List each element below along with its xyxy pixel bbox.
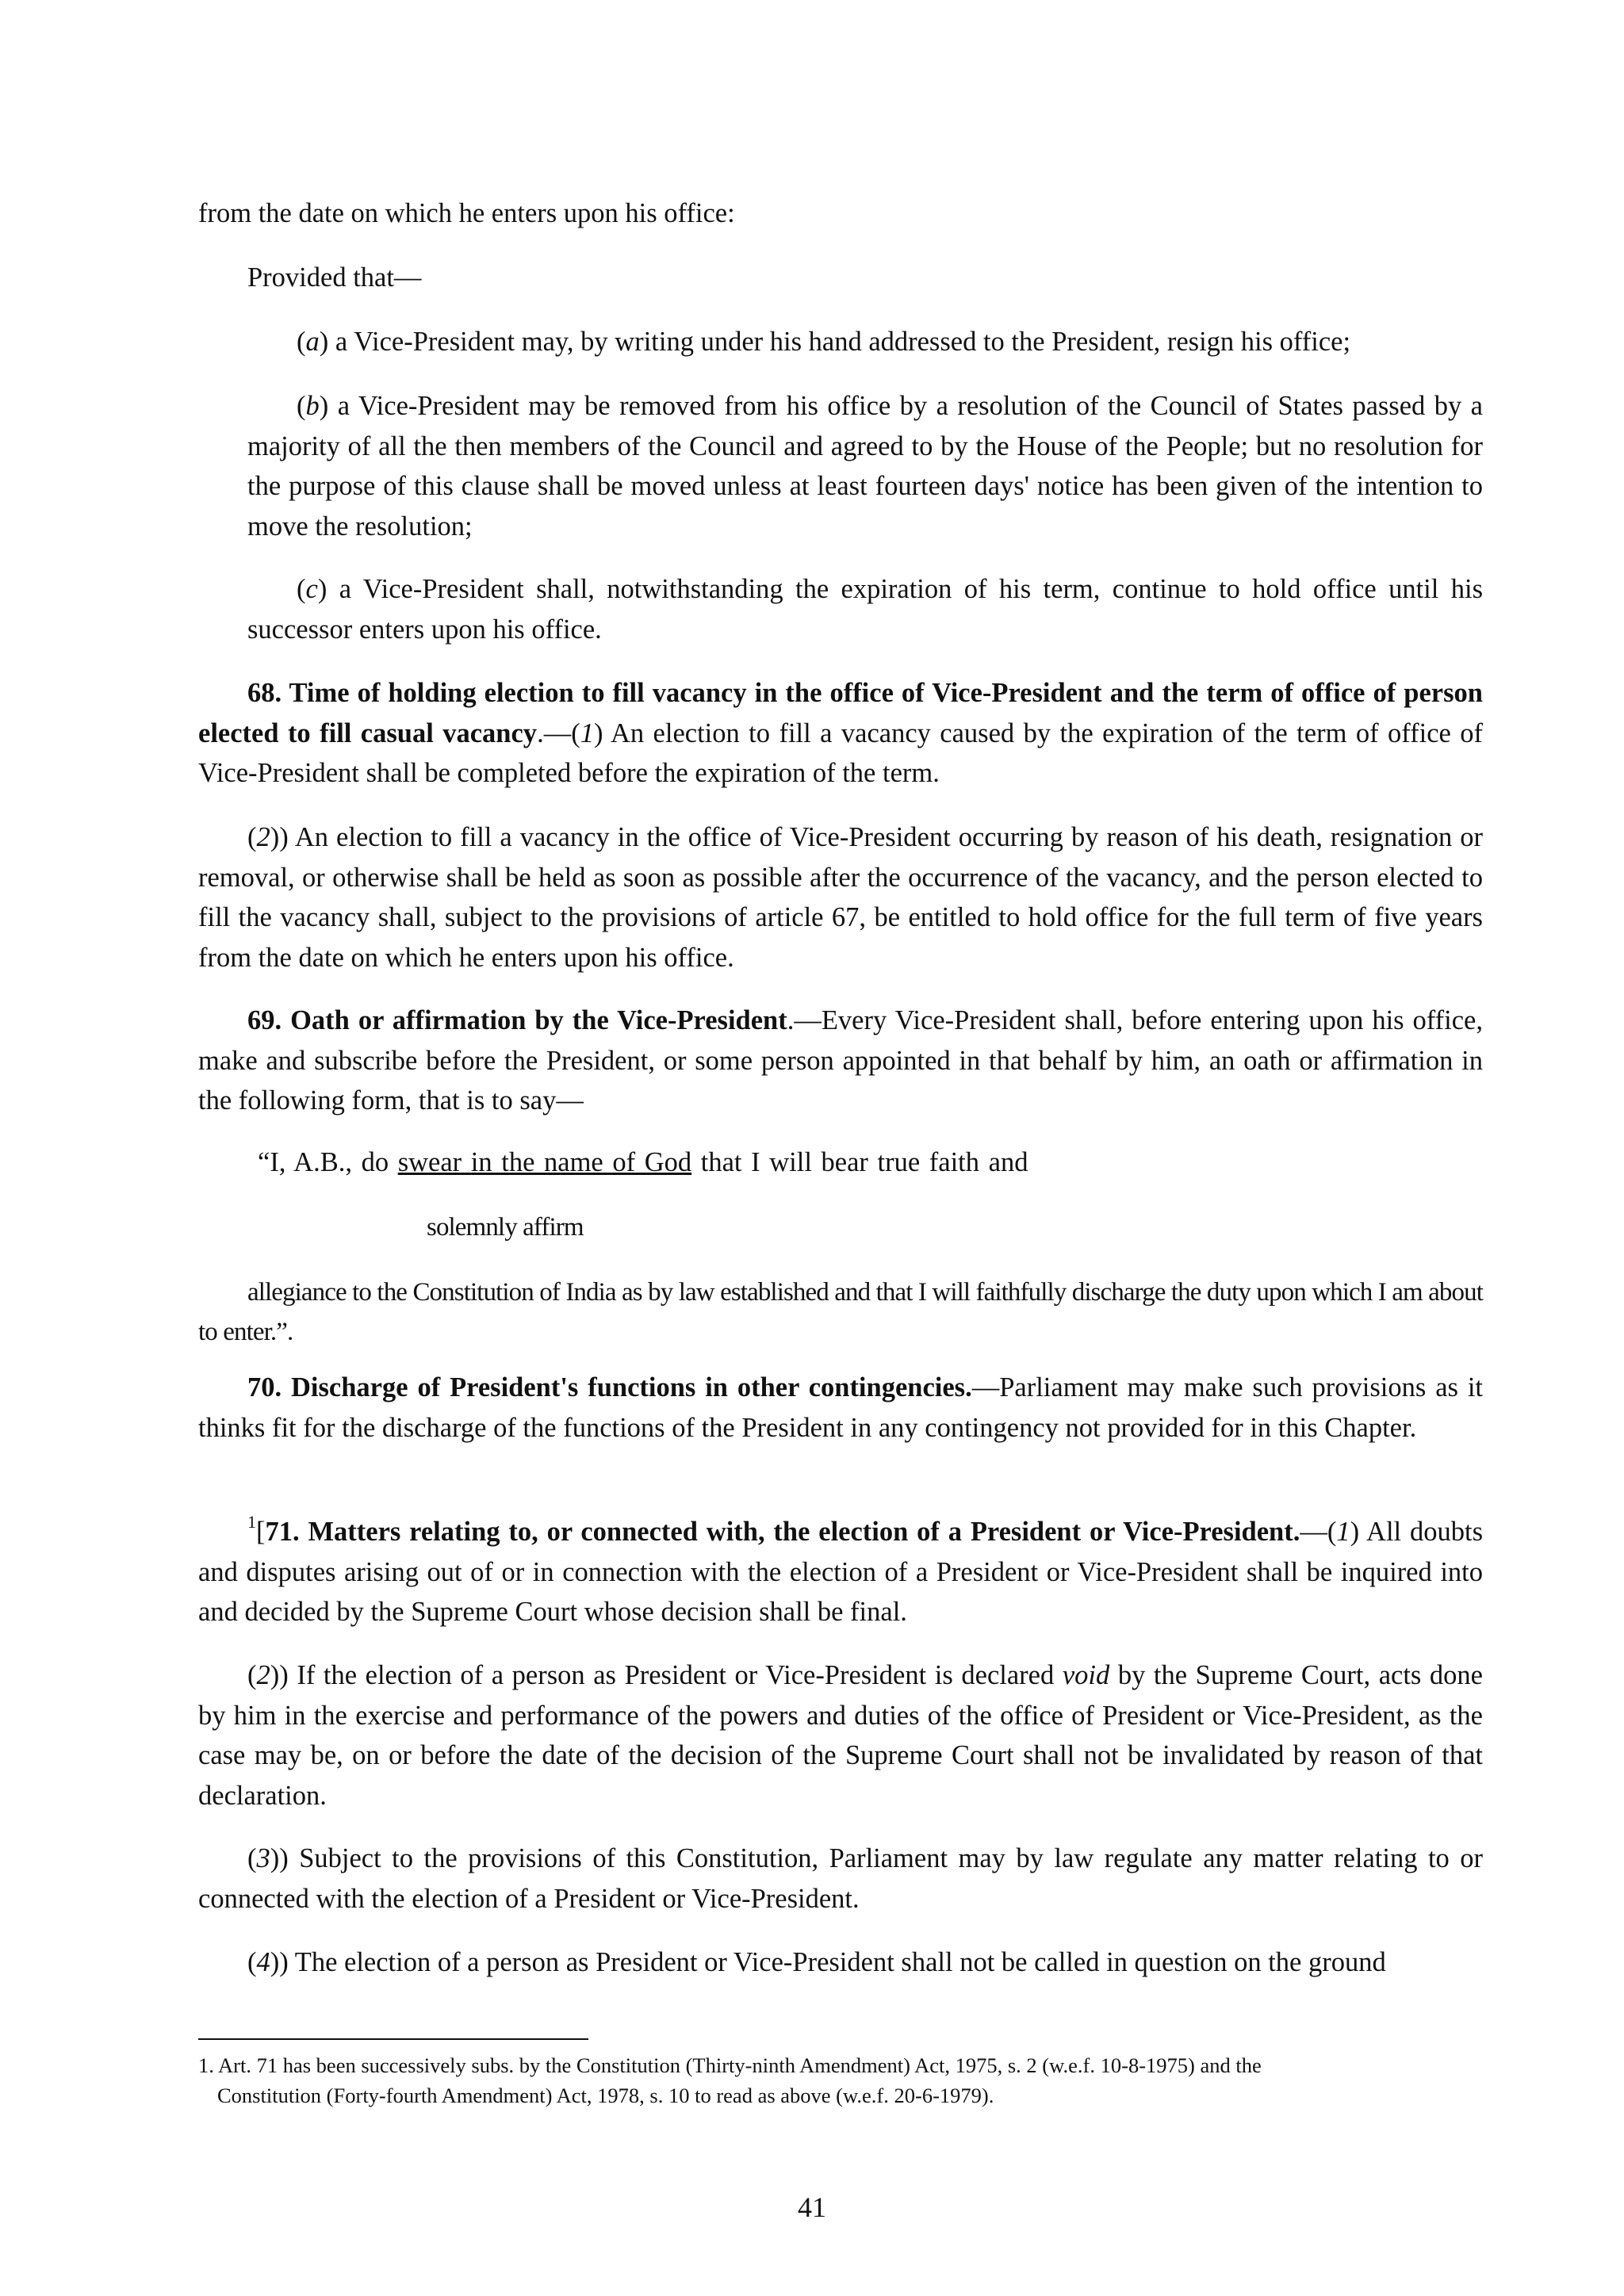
footnote-line-2: Constitution (Forty-fourth Amendment) Act, 1978, s. 10 to read as above (w.e.f. 20-6-1979). xyxy=(217,2084,994,2107)
oath-mid: that I will bear true faith and xyxy=(691,1147,1028,1177)
footnote xyxy=(198,2050,1483,2110)
article-71-clause-3: (3)) Subject to the provisions of this Constitution, Parliament may by law regulate any matter relating to or connected with the election of a President or Vice-President. xyxy=(198,1843,1483,1914)
footnote-divider xyxy=(198,2038,588,2040)
oath-start: “I, A.B., do xyxy=(258,1147,398,1177)
article-69-heading: 69. Oath or affirmation by the Vice-President xyxy=(247,1005,787,1035)
article-71-clause-4: (4)) The election of a person as President or Vice-President shall not be called in question on the ground xyxy=(247,1947,1386,1977)
oath-ending: allegiance to the Constitution of India as by law established and that I will faithfully discharge the duty upon which I am about to enter.”. xyxy=(198,1278,1483,1346)
article-68-clause-1-text: ) An election to fill a vacancy caused by the expiration of the term of office of Vice-President shall be completed before the expiration of the term. xyxy=(198,718,1483,788)
clause-marker: 4 xyxy=(256,1947,270,1977)
article-71-heading: 71. Matters relating to, or connected with, the election of a President or Vice-President. xyxy=(265,1517,1300,1547)
article-71 xyxy=(198,1512,1483,1632)
footnote-ref: 1 xyxy=(247,1512,256,1532)
clause-marker: 2 xyxy=(256,1660,270,1690)
footnote-line-1: 1. Art. 71 has been successively subs. by the Constitution (Thirty-ninth Amendment) Act, 1975, s. 2 (w.e.f. 10-8-1975) and the xyxy=(198,2053,1262,2077)
clause-marker: 1 xyxy=(1336,1517,1350,1547)
article-68-heading: 68. Time of holding election to fill vacancy in the office of Vice-President and the term of office of person elected to fill casual vacancy xyxy=(198,678,1483,748)
article-68-clause-2: (2)) An election to fill a vacancy in the office of Vice-President occurring by reason of his death, resignation or removal, or otherwise shall be held as soon as possible after the occurrence of the vacancy, and the person elected to fill the vacancy shall, subject to the provisions of article 67, be entitled to hold office for the full term of five years from the date on which he enters upon his office. xyxy=(198,822,1483,973)
article-70-heading: 70. Discharge of President's functions in other contingencies. xyxy=(247,1372,972,1402)
article-68 xyxy=(198,673,1483,794)
proviso-clause-b-text: a Vice-President may be removed from his office by a resolution of the Council of States passed by a majority of all the then members of the Council and agreed to by the House of the People; but no resolution for the purpose of this clause shall be moved unless at least fourteen days' notice has been given of the intention to move the resolution; xyxy=(247,391,1483,541)
article-69-text: .—Every Vice-President shall, before entering upon his office, make and subscribe before the President, or some person appointed in that behalf by him, an oath or affirmation in the following form, that is to say— xyxy=(198,1005,1483,1115)
proviso-clause-b: (b) a Vice-President may be removed from his office by a resolution of the Council of States passed by a majority of all the then members of the Council and agreed to by the House of the People; but no resolution for the purpose of this clause shall be moved unless at least fourteen days' notice has been given of the intention to move the resolution; xyxy=(247,391,1483,541)
oath-underlined: swear in the name of God xyxy=(397,1147,692,1177)
proviso-clause-a: (a) a Vice-President may, by writing under his hand addressed to the President, resign his office; xyxy=(297,327,1351,357)
article-71-clause-4-text: ) The election of a person as President or Vice-President shall not be called in question on the ground xyxy=(279,1947,1386,1977)
clause-text: by the Supreme Court, acts done by him in the exercise and performance of the powers and duties of the office of President or Vice-President, as the case may be, on or before the date of the decision of the Supreme Court shall not be invalidated by reason of that declaration. xyxy=(198,1660,1483,1811)
article-70-text: —Parliament may make such provisions as it thinks fit for the discharge of the functions of the President in any contingency not provided for in this Chapter. xyxy=(198,1372,1483,1443)
clause-marker: b xyxy=(305,391,320,421)
clause-marker: 2 xyxy=(256,822,270,852)
proviso-clause-c-text: a Vice-President shall, notwithstanding the expiration of his term, continue to hold office until his successor enters upon his office. xyxy=(247,574,1483,645)
article-71-clause-3-text: ) Subject to the provisions of this Constitution, Parliament may by law regulate any matter relating to or connected with the election of a President or Vice-President. xyxy=(198,1843,1483,1914)
proviso-intro: Provided that— xyxy=(247,262,422,293)
article-71-clause-1-text: ) All doubts and disputes arising out of or in connection with the election of a President or Vice-President shall be inquired into and decided by the Supreme Court whose decision shall be final. xyxy=(198,1517,1483,1627)
article-71-clause-2: (2)) If the election of a person as President or Vice-President is declared void by the Supreme Court, acts done by him in the exercise and performance of the powers and duties of the office of President or Vice-President, as the case may be, on or before the date of the decision of the Supreme Court shall not be invalidated by reason of that declaration. xyxy=(198,1660,1483,1811)
continuation-text: from the date on which he enters upon his office: xyxy=(198,198,735,228)
clause-marker: 3 xyxy=(256,1843,270,1873)
page-number: 41 xyxy=(798,2191,826,2223)
clause-marker: 1 xyxy=(580,718,594,748)
clause-text: ) If the election of a person as President or Vice-President is declared xyxy=(279,1660,1063,1690)
oath-line-1 xyxy=(258,1142,1542,1183)
proviso-clause-c: (c) a Vice-President shall, notwithstanding the expiration of his term, continue to hold office until his successor enters upon his office. xyxy=(247,574,1483,645)
dash: —( xyxy=(1300,1517,1337,1547)
void-word: void xyxy=(1062,1660,1110,1690)
proviso-clause-a-text: a Vice-President may, by writing under his hand addressed to the President, resign his office; xyxy=(328,327,1351,357)
oath-alternative: solemnly affirm xyxy=(427,1213,584,1242)
dash: .—( xyxy=(537,718,580,748)
article-69 xyxy=(198,1001,1483,1121)
clause-marker: c xyxy=(305,574,318,604)
bracket: [ xyxy=(256,1517,266,1547)
clause-marker: a xyxy=(305,327,320,357)
article-70 xyxy=(198,1368,1483,1448)
article-68-clause-2-text: ) An election to fill a vacancy in the office of Vice-President occurring by reason of his death, resignation or removal, or otherwise shall be held as soon as possible after the occurrence of the vacancy, and the person elected to fill the vacancy shall, subject to the provisions of article 67, be entitled to hold office for the full term of five years from the date on which he enters upon his office. xyxy=(198,822,1483,973)
